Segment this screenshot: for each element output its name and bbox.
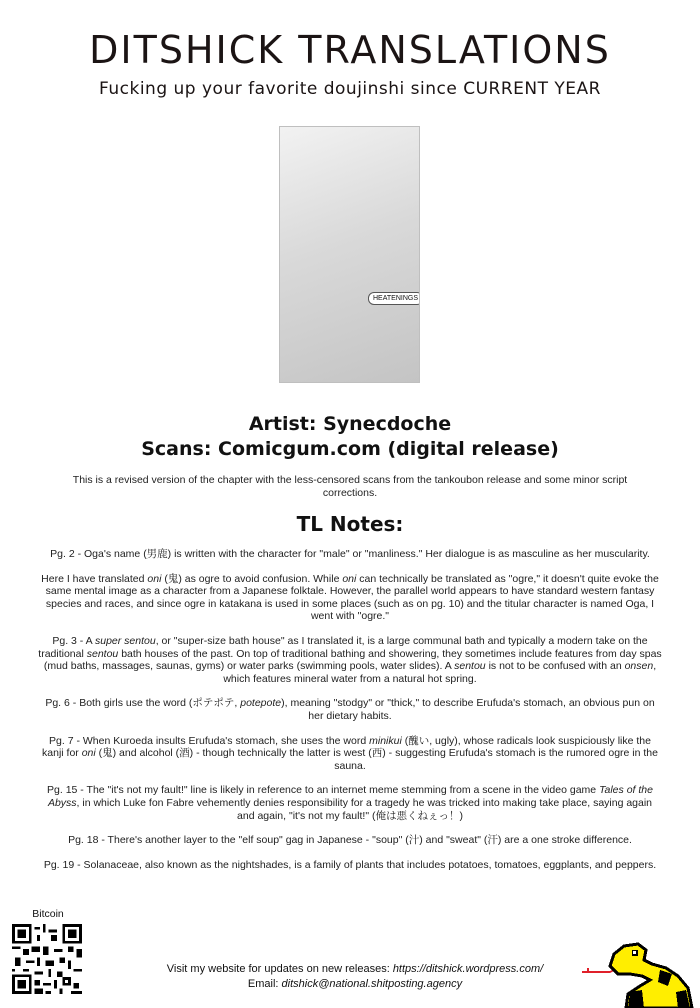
credits: [0, 412, 700, 462]
website-prefix: Visit my website for updates on new releases:: [166, 963, 393, 975]
intro-text: This is a revised version of the chapter with the less-censored scans from the tankoubon release and some minor script corrections.: [72, 474, 628, 499]
website-link[interactable]: https://ditshick.wordpress.com/: [392, 963, 544, 975]
tl-note: Pg. 3 - A super sentou, or "super-size bath house" as I translated it, is a large communal bath and typically a modern take on the traditional sentou bath houses of the past. On top of traditional bathing and showering, they sometimes include features from day spas (mud baths, massages, saunas, gyms) or water parks (swimming pools, water slides). A sentou is not to be confused with an onsen, which features mineral water from a natural hot spring.: [38, 634, 662, 685]
email-link[interactable]: ditshick@national.shitposting.agency: [281, 978, 463, 990]
tl-note: Pg. 2 - Oga's name (男鹿) is written with the character for "male" or "manliness." Her dialogue is as masculine as her muscularity.: [50, 548, 650, 560]
tl-note: Pg. 18 - There's another layer to the "elf soup" gag in Japanese - "soup" (汁) and "sweat" (汗) are a one stroke difference.: [68, 834, 632, 847]
email-prefix: Email:: [247, 978, 282, 990]
page-footer: [130, 962, 580, 992]
email-line: [130, 977, 580, 992]
tl-notes-heading: TL Notes:: [296, 512, 404, 536]
tl-note: Pg. 15 - The "it's not my fault!" line is likely in reference to an internet meme stemming from a scene in the video game Tales of the Abyss, in which Luke fon Fabre vehemently denies responsibility for a tragedy he was tricked into making take place, saying again and again, "it's not my fault!" (俺は悪くねぇっ！): [47, 784, 653, 822]
tl-note: Pg. 7 - When Kuroeda insults Erufuda's stomach, she uses the word minikui (醜い, ugly), whose radicals look suspiciously like the kanji for oni (鬼) and alcohol (酒) - though technically the latter is west (西) - suggesting Erufuda's stomach is the rumored ogre in the sauna.: [42, 734, 658, 772]
site-title: DITSHICK TRANSLATIONS: [89, 28, 611, 72]
site-tagline: Fucking up your favorite doujinshi since CURRENT YEAR: [99, 79, 601, 99]
qr-code-icon[interactable]: [12, 924, 82, 994]
tl-notes-list: [38, 548, 662, 883]
tl-note: Pg. 19 - Solanaceae, also known as the nightshades, is a family of plants that includes potatoes, tomatoes, eggplants, and peppers.: [43, 858, 657, 871]
cover-image: [279, 126, 420, 383]
tl-note: Here I have translated oni (鬼) as ogre to avoid confusion. While oni can technically be translated as "ogre," it doesn't quite evoke the same mental image as a character from a Japanese folktale. However, the parallel world appears to have standard western fantasy species and races, and since ogre in katakana is used in some places (such as on pg. 10) and the titular character is named Oga, I went with "ogre.": [41, 572, 659, 623]
snake-mascot-icon: [580, 930, 700, 1008]
artist-credit: Artist: Synecdoche: [248, 413, 452, 435]
scans-credit: Scans: Comicgum.com (digital release): [141, 438, 559, 460]
donation-block: [10, 908, 82, 998]
bitcoin-label: Bitcoin: [32, 908, 64, 920]
tl-note: Pg. 6 - Both girls use the word (ポテポテ, potepote), meaning "stodgy" or "thick," to describe Erufuda's stomach, an obvious pun on her dietary habits.: [45, 697, 655, 722]
page-header: [0, 28, 700, 100]
website-line: [130, 962, 580, 977]
cover-caption: HEATENINGS: [368, 292, 420, 305]
